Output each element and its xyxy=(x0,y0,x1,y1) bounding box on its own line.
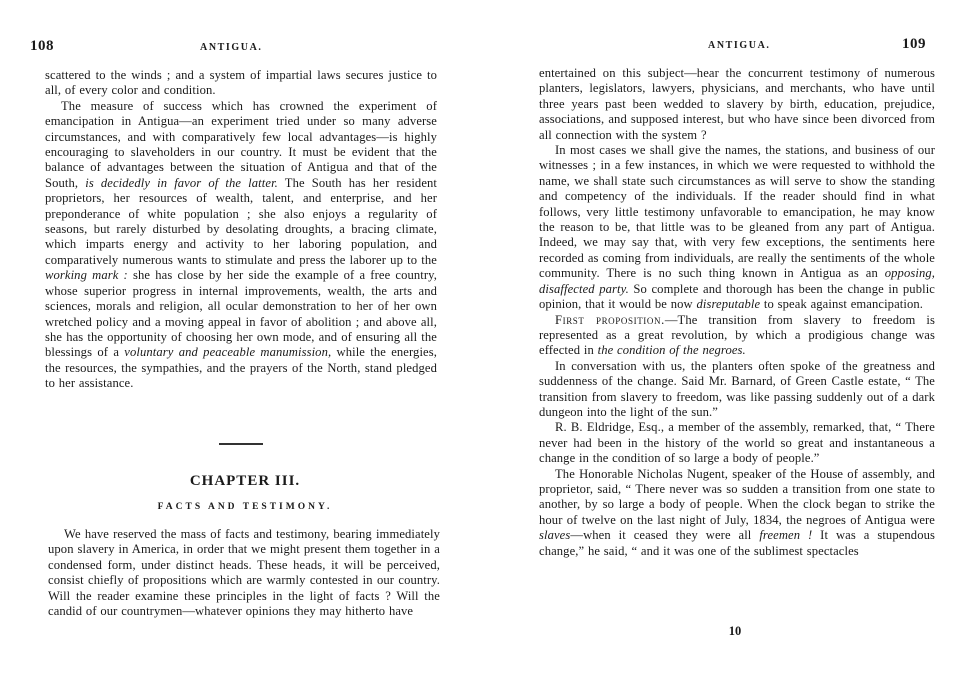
left-paragraph-3: We have reserved the mass of facts and testimony, bearing immediately upon slavery in America, in order that we might present them together in a condensed form, under distinct heads. These heads, it will be perceived, consist chiefly of propositions which are warmly contested in our country. Will the reader examine these principles in the light of facts ? Will the candid of our countrymen—whatever opinions they may hitherto have xyxy=(48,527,440,619)
right-body-text xyxy=(539,66,935,559)
right-p2-text-a: In most cases we shall give the names, the stations, and business of our witnesses ; in a few instances, in which we were requested to withhold the name, we shall state such circumstances as will serve to show the standing and competency of the individuals. If the reader should find in what follows, very little testimony unfavorable to emancipation, he may know the reason to be, that little was to be gleaned from any part of Antigua. Indeed, we may say that, with very few exceptions, the sentiments here recorded as coming from individuals, are really the sentiments of the whole community. There is no such thing known in Antigua as an xyxy=(539,143,935,281)
right-p2-emphasis-b: disreputable xyxy=(696,297,761,312)
right-paragraph-3 xyxy=(539,313,935,359)
left-p2-text-c: she has close by her side the example of a free country, whose superior progress in internal improvements, wealth, the arts and sciences, morals and religion, all ocular demonstration to her of her own wretched policy and a moving appeal in favor of abolition ; and above all, she has the opportunity of choosing her own mode, and of ensuring all the blessings of a xyxy=(45,268,437,360)
left-p2-emphasis-c: voluntary and peaceable manumission, xyxy=(124,345,332,360)
right-p6-text-c: It was a stupendous change,” he said, “ and it was one of the sublimest spectacles xyxy=(539,528,935,558)
right-p6-text-b: —when it ceased they were all xyxy=(570,528,760,543)
right-page-number: 109 xyxy=(902,36,926,52)
right-page xyxy=(490,0,980,682)
right-p3-emphasis: the condition of the negroes. xyxy=(597,343,746,358)
right-p6-emphasis-a: slaves xyxy=(539,528,571,543)
left-p2-text-b: The South has her resident proprietors, her resources of wealth, talent, and enterprise, and her preponderance of white population ; she also enjoys a regularity of seasons, but rarely disturbed by desolating droughts, a bracing climate, which imparts energy and activity to her laboring population, and comparatively numerous wants to stimulate and press the laborer up to the xyxy=(45,175,437,267)
right-paragraph-2 xyxy=(539,143,935,312)
left-paragraph-2 xyxy=(45,99,437,392)
left-page-number: 108 xyxy=(30,38,54,54)
right-p2-text-b: So complete and thorough has been the change in public opinion, that it would be now xyxy=(539,281,935,312)
left-chapter-text xyxy=(48,527,440,619)
right-p6-emphasis-b: freemen ! xyxy=(759,528,813,543)
left-p2-emphasis-b: working mark : xyxy=(45,268,128,283)
proposition-label: First proposition. xyxy=(555,312,665,327)
left-running-head: ANTIGUA. xyxy=(200,42,263,53)
right-p6-text-a: The Honorable Nicholas Nugent, speaker of the House of assembly, and proprietor, said, “ There never was so sudden a transition from one state to another, by so large a body of people. When the clock began to strike the hour of twelve on the last night of July, 1834, the negroes of Antigua were xyxy=(539,466,935,527)
left-p2-text-a: The measure of success which has crowned the experiment of emancipation in Antigua—an experiment tried under so many adverse circumstances, and with comparatively few local advantages—is highly encouraging to slaveholders in our country. It must be evident that the balance of advantages between the situation of Antigua and that of the South, xyxy=(45,98,437,190)
left-p2-emphasis-a: is decidedly in favor of the latter. xyxy=(85,175,278,190)
chapter-subtitle: FACTS AND TESTIMONY. xyxy=(157,502,333,512)
right-p2-emphasis-a: opposing, disaffected party. xyxy=(539,266,935,296)
right-paragraph-4: In conversation with us, the planters often spoke of the greatness and suddenness of the change. Said Mr. Barnard, of Green Castle estate, “ The transition from slavery to freedom, was like passing suddenly out of a dark dungeon into the light of the sun.” xyxy=(539,358,935,419)
right-p2-text-c: to speak against emancipation. xyxy=(760,297,923,312)
left-p2-text-d: while the energies, the resources, the sympathies, and the prayers of the North, stand pledged to her assistance. xyxy=(45,345,437,391)
signature-mark: 10 xyxy=(728,624,742,638)
right-paragraph-5: R. B. Eldridge, Esq., a member of the assembly, remarked, that, “ There never had been in the history of the world so great and instantaneous a change in the condition of so large a body of people.” xyxy=(539,420,935,466)
right-p3-text-a: —The transition from slavery to freedom is represented as a great revolution, by which a prodigious change was effected in xyxy=(539,312,935,358)
right-paragraph-1: entertained on this subject—hear the concurrent testimony of numerous planters, legislators, lawyers, physicians, and merchants, who have until three years past been wedded to slavery by birth, education, prejudice, associations, and supposed interest, but who have since been divorced from all connection with the system ? xyxy=(539,66,935,142)
right-paragraph-6 xyxy=(539,467,935,559)
left-body-text xyxy=(45,68,437,392)
right-running-head: ANTIGUA. xyxy=(708,40,771,51)
left-paragraph-1: scattered to the winds ; and a system of impartial laws secures justice to all, of every color and condition. xyxy=(45,68,437,98)
section-divider xyxy=(219,443,263,445)
chapter-title: CHAPTER III. xyxy=(189,473,301,489)
